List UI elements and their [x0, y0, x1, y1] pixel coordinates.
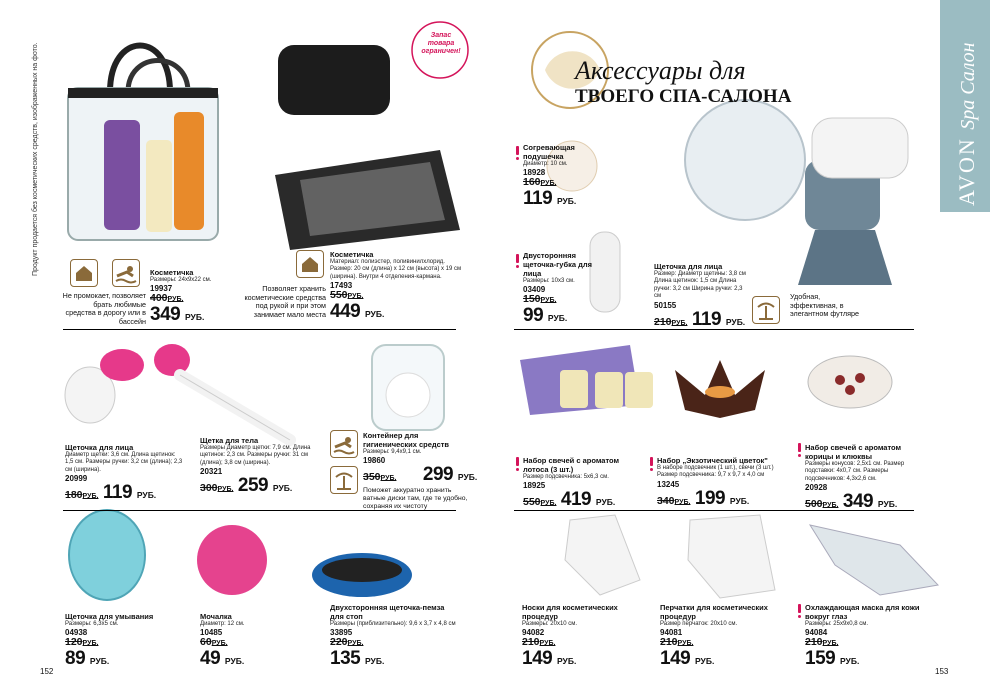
- product-size: Размеры: 10x3 см.: [523, 278, 575, 284]
- old-price: 350РУБ.: [363, 471, 397, 484]
- page-heading: [575, 58, 791, 108]
- product-lotus-candles: [523, 456, 643, 512]
- swimmer-icon: [330, 430, 358, 458]
- old-price: 220РУБ.: [330, 636, 364, 649]
- clear-bag-image: [68, 46, 218, 241]
- palm-icon: [330, 466, 358, 494]
- new-price: 99 РУБ.: [523, 305, 568, 327]
- product-code: 94081: [660, 628, 683, 638]
- product-name: Носки для косметических процедур: [522, 603, 618, 621]
- product-name: Косметичка: [150, 268, 194, 277]
- product-note: Удобная, эффективная, в элегантном футляре: [790, 292, 859, 319]
- heading-line2: ТВОЕГО СПА-САЛОНА: [575, 86, 792, 107]
- old-price: 300РУБ.: [200, 482, 234, 495]
- highlight-mark: [516, 146, 519, 160]
- old-price: 400РУБ.: [150, 292, 184, 305]
- product-name: Перчатки для косметических процедур: [660, 603, 768, 621]
- product-code: 19860: [363, 456, 386, 466]
- product-code: 13245: [657, 479, 680, 489]
- old-price: 340РУБ.: [657, 494, 691, 507]
- product-warming-pad: [523, 143, 593, 211]
- highlight-mark: [516, 457, 519, 471]
- product-exotic-flower: [657, 456, 787, 511]
- page-number-right: 153: [935, 667, 949, 676]
- product-planet-brush: [654, 262, 749, 332]
- product-gloves: [660, 603, 780, 671]
- product-code: 20999: [65, 474, 88, 484]
- product-size: Размеры: 20x10 см.: [522, 621, 578, 627]
- product-code: 18928: [523, 168, 546, 178]
- product-code: 94082: [522, 628, 545, 638]
- old-price: 550РУБ.: [523, 496, 557, 509]
- product-black-bag: [330, 250, 465, 324]
- product-size: Размеры Диаметр щетки: 7,9 см. Длина щетинок: 2,3 см. Размеры ручки: 31 см (длина); 3,8 см (ширина).: [200, 445, 311, 466]
- product-name: Щеточка для лица: [654, 262, 723, 271]
- product-cinnamon-candles: [805, 443, 920, 514]
- product-body-brush: [200, 436, 325, 498]
- new-price: 299 РУБ.: [422, 464, 478, 486]
- new-price: 199 РУБ.: [694, 487, 750, 509]
- cotton-jar-image: [372, 345, 444, 430]
- sticker-text: Запас товара ограничен!: [421, 32, 461, 55]
- product-size: Размер подсвечника: 5x6,3 см.: [523, 474, 609, 480]
- product-code: 10485: [200, 628, 223, 638]
- product-code: 04938: [65, 628, 88, 638]
- product-size: Размеры: 9,4x9,1 см.: [363, 449, 422, 455]
- product-code: 19937: [150, 284, 173, 294]
- product-code: 20321: [200, 467, 223, 477]
- lotus-candles-image: [520, 345, 653, 415]
- highlight-mark: [798, 604, 801, 618]
- product-pumice: [330, 603, 460, 671]
- product-name: Двухсторонняя щеточка-пемза для стоп: [330, 603, 445, 621]
- product-note: Поможет аккуратно хранить ватные диски там, где те удобно, сохраняя их чистоту: [363, 487, 468, 511]
- product-code: 33895: [330, 628, 353, 638]
- product-cotton-container: [363, 431, 478, 511]
- product-code: 94084: [805, 628, 828, 638]
- product-code: 17493: [330, 281, 353, 291]
- product-name: Мочалка: [200, 612, 232, 621]
- new-price: 259 РУБ.: [237, 475, 293, 497]
- product-code: 03409: [523, 285, 546, 295]
- highlight-mark: [798, 443, 801, 457]
- old-price: 210РУБ.: [805, 636, 839, 649]
- new-price: 419 РУБ.: [560, 489, 616, 511]
- swimmer-icon: [112, 259, 140, 287]
- product-wash-brush: [65, 612, 175, 671]
- new-price: 49 РУБ.: [200, 648, 245, 670]
- exotic-flower-image: [675, 360, 765, 418]
- product-name: Щеточка для лица: [65, 443, 134, 452]
- old-price: 210РУБ.: [654, 315, 688, 328]
- side-notice: Продукт продается без косметических средств, изображенных на фото.: [32, 42, 39, 276]
- product-code: 18925: [523, 481, 546, 491]
- product-size: Размер перчаток: 20x10 см.: [660, 621, 738, 627]
- divider-left: [63, 329, 456, 330]
- product-size: Размеры: 6,3x5 см.: [65, 621, 119, 627]
- product-name: Набор „Экзотический цветок": [657, 456, 768, 465]
- product-sponge-brush: [523, 251, 593, 328]
- old-price: 60РУБ.: [200, 636, 228, 649]
- product-name: Двусторонняя щеточка-губка для лица: [523, 251, 592, 278]
- new-price: 449 РУБ.: [330, 301, 385, 323]
- cinnamon-candles-image: [808, 356, 892, 408]
- product-size: Диаметр: 12 см.: [200, 621, 245, 627]
- new-price: 349 РУБ.: [842, 491, 898, 513]
- new-price: 119 РУБ.: [523, 188, 577, 210]
- product-eye-mask: [805, 603, 925, 671]
- new-price: 159 РУБ.: [805, 648, 860, 670]
- product-size: Материал: полиэстер, поливинилхлорид. Размер: 20 см (длина) x 12 см (высота) x 19 см (ширина). Внутри 4 отделения-кармана.: [330, 259, 462, 280]
- product-name: Щетка для тела: [200, 436, 259, 445]
- old-price: 150РУБ.: [523, 293, 557, 306]
- product-size: Размер: Диаметр щетины: 3,8 см Длина щетинок: 1,5 см Длина ручки: 3,2 см Ширина ручки: 2,3 см: [654, 271, 746, 300]
- product-size: Размеры (приблизительно): 9,6 x 3,7 x 4,8 см: [330, 621, 456, 627]
- product-size: В наборе подсвечник (1 шт.), свечи (3 шт.) Размер подсвечника: 9,7 x 9,7 x 4,0 см: [657, 465, 774, 479]
- old-price: 160РУБ.: [523, 176, 557, 189]
- product-name: Охлаждающая маска для кожи вокруг глаз: [805, 603, 920, 621]
- new-price: 89 РУБ.: [65, 648, 110, 670]
- product-code: 20928: [805, 483, 828, 493]
- product-size: Диаметр щетки: 3,6 см. Длина щетинок: 1,5 см. Размеры ручки: 3,2 см (длина); 2,3 см (ширина).: [65, 452, 183, 473]
- old-price: 210РУБ.: [660, 636, 694, 649]
- product-size: Размеры: 24x9x22 см.: [150, 277, 212, 283]
- product-name: Набор свечей с ароматом лотоса (3 шт.): [523, 456, 620, 474]
- old-price: 550РУБ.: [330, 289, 364, 302]
- product-name: Контейнер для гигиенических средств: [363, 431, 450, 449]
- old-price: 210РУБ.: [522, 636, 556, 649]
- pink-face-brush-image: [65, 349, 144, 423]
- new-price: 119 РУБ.: [102, 482, 157, 504]
- new-price: 149 РУБ.: [522, 648, 577, 670]
- new-price: 119 РУБ.: [691, 308, 746, 330]
- product-size: Размеры конусов: 2,5x1 см. Размер подставки: 4x0,7 см. Размеры подсвечников: 4,3x2,6 см.: [805, 461, 905, 482]
- highlight-mark: [516, 254, 519, 268]
- brand-tab: [940, 0, 990, 212]
- product-name: Согревающая подушечка: [523, 143, 575, 161]
- brand-name: AVON: [954, 137, 979, 206]
- body-brush-image: [154, 344, 290, 440]
- highlight-mark: [650, 457, 653, 471]
- pumice-image: [312, 553, 412, 597]
- house-icon: [296, 250, 324, 278]
- face-brush-image: [685, 100, 908, 285]
- product-name: Щеточка для умывания: [65, 612, 154, 621]
- product-socks: [522, 603, 632, 671]
- product-note: Не промокает, позволяет брать любимые средства в дорогу или в бассейн: [62, 291, 146, 326]
- product-note: Позволяет хранить косметические средства под рукой и при этом занимает мало места: [244, 284, 326, 319]
- product-size: Размеры: 25x9x0,8 см.: [805, 621, 869, 627]
- brand-line: Spa Салон: [957, 42, 979, 130]
- palm-icon: [752, 296, 780, 324]
- old-price: 500РУБ.: [805, 498, 839, 511]
- product-code: 50155: [654, 300, 677, 310]
- old-price: 180РУБ.: [65, 489, 99, 502]
- new-price: 135 РУБ.: [330, 648, 385, 670]
- page-number-left: 152: [40, 667, 54, 676]
- product-sponge: [200, 612, 300, 671]
- product-name: Набор свечей с ароматом корицы и клюквы: [805, 443, 902, 461]
- house-icon: [70, 259, 98, 287]
- product-face-brush: [65, 443, 185, 505]
- new-price: 149 РУБ.: [660, 648, 715, 670]
- product-name: Косметичка: [330, 250, 374, 259]
- heading-line1: Аксессуары для: [575, 56, 746, 85]
- new-price: 349 РУБ.: [150, 304, 205, 326]
- old-price: 120РУБ.: [65, 636, 99, 649]
- product-size: Диаметр: 10 см.: [523, 161, 568, 167]
